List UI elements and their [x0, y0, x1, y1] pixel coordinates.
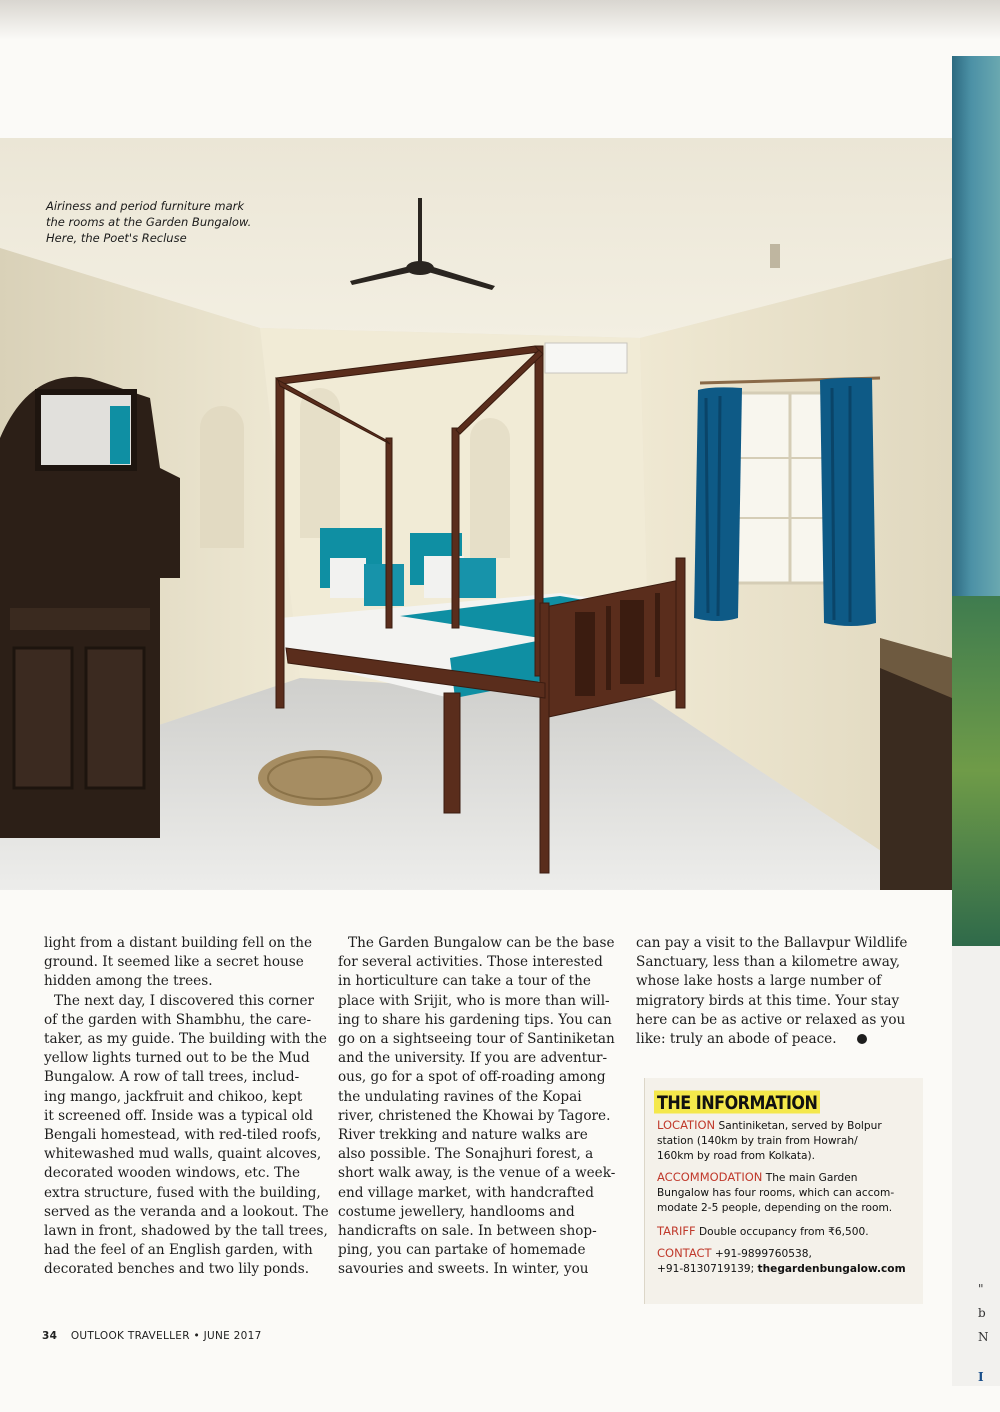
text-line: for several activities. Those interested — [338, 954, 603, 971]
text-line: Bungalow. A row of tall trees, includ- — [44, 1069, 300, 1086]
text-line: ping, you can partake of homemade — [338, 1242, 586, 1259]
text-line: migratory birds at this time. Your stay — [636, 992, 900, 1009]
paragraph — [44, 992, 329, 1280]
facing-page-fragment: I — [978, 1370, 984, 1384]
info-text: +91-9899760538, — [714, 1248, 812, 1260]
info-text: +91-8130719139; — [657, 1263, 755, 1275]
text-line: Bengali homestead, with red-tiled roofs, — [44, 1127, 322, 1144]
text-line: of the garden with Shambhu, the care- — [44, 1011, 312, 1028]
text-line: end village market, with handcrafted — [338, 1184, 594, 1201]
info-text: 160km by road from Kolkata). — [657, 1150, 816, 1162]
info-text: Double occupancy from ₹6,500. — [699, 1226, 869, 1238]
text-line: go on a sightseeing tour of Santiniketan — [338, 1031, 615, 1048]
text-line: extra structure, fused with the building, — [44, 1184, 321, 1201]
text-line: whose lake hosts a large number of — [636, 973, 882, 990]
bedroom-illustration — [0, 138, 952, 890]
text-line: savouries and sweets. In winter, you — [338, 1261, 589, 1278]
text-line: Sanctuary, less than a kilometre away, — [636, 954, 901, 971]
page-footer — [42, 1330, 262, 1342]
paragraph — [338, 934, 620, 1280]
text-line: the undulating ravines of the Kopai — [338, 1088, 582, 1105]
issue-date: JUNE 2017 — [203, 1330, 262, 1342]
facing-page-fragment: b — [978, 1306, 986, 1320]
text-line: also possible. The Sonajhuri forest, a — [338, 1146, 594, 1163]
info-label: TARIFF — [657, 1224, 696, 1238]
info-label: ACCOMMODATION — [657, 1170, 763, 1184]
text-line: short walk away, is the venue of a week- — [338, 1165, 616, 1182]
publication-name: OUTLOOK TRAVELLER — [70, 1330, 190, 1342]
text-line: can pay a visit to the Ballavpur Wildlife — [636, 935, 908, 951]
text-line — [636, 1030, 918, 1049]
caption-line: Airiness and period furniture mark — [46, 199, 245, 213]
text-line: place with Srijit, who is more than will- — [338, 992, 610, 1009]
caption-line: Here, the Poet's Recluse — [46, 231, 187, 245]
article-column-1 — [44, 934, 329, 1280]
facing-page-fragment: " — [978, 1282, 984, 1296]
text-line: light from a distant building fell on the — [44, 935, 313, 951]
text-line-text: like: truly an abode of peace. — [636, 1031, 837, 1048]
info-label: LOCATION — [657, 1118, 716, 1132]
photo-caption — [46, 198, 286, 246]
text-line: had the feel of an English garden, with — [44, 1242, 313, 1259]
text-line: handicrafts on sale. In between shop- — [338, 1223, 597, 1240]
text-line: ground. It seemed like a secret house — [44, 954, 304, 971]
info-location — [657, 1118, 919, 1164]
text-line: whitewashed mud walls, quaint alcoves, — [44, 1146, 322, 1163]
info-text: station (140km by train from Howrah/ — [657, 1135, 858, 1147]
scan-edge-shadow — [0, 0, 1000, 40]
paragraph — [44, 934, 326, 992]
text-line: costume jewellery, handlooms and — [338, 1203, 575, 1220]
info-title: THE INFORMATION — [654, 1091, 820, 1114]
text-line: The Garden Bungalow can be the base — [348, 935, 615, 951]
text-line: taker, as my guide. The building with the — [44, 1031, 327, 1048]
facing-page-photo — [952, 596, 1000, 946]
facing-page-fragment: N — [978, 1330, 989, 1344]
text-line: hidden among the trees. — [44, 973, 213, 990]
info-text: modate 2-5 people, depending on the room. — [657, 1202, 893, 1214]
text-line: and the university. If you are adventur- — [338, 1050, 608, 1067]
text-line: ous, go for a spot of off-roading among — [338, 1069, 606, 1086]
website-link[interactable]: thegardenbungalow.com — [757, 1263, 906, 1275]
caption-line: the rooms at the Garden Bungalow. — [46, 215, 252, 229]
text-line: yellow lights turned out to be the Mud — [44, 1050, 310, 1067]
info-text: Bungalow has four rooms, which can accom- — [657, 1187, 895, 1199]
article-column-2 — [338, 934, 620, 1280]
facing-page-text-area — [952, 946, 1000, 1386]
paragraph — [636, 934, 918, 1049]
footer-separator: • — [193, 1330, 200, 1342]
text-line: lawn in front, shadowed by the tall trees, — [44, 1223, 328, 1240]
text-line: River trekking and nature walks are — [338, 1127, 588, 1144]
info-text: The main Garden — [765, 1172, 858, 1184]
bedroom-photo — [0, 138, 952, 890]
information-box — [644, 1078, 923, 1304]
info-contact — [657, 1246, 919, 1277]
info-tariff — [657, 1224, 919, 1240]
text-line: in horticulture can take a tour of the — [338, 973, 591, 990]
facing-page-edge — [952, 56, 1000, 1386]
text-line: decorated benches and two lily ponds. — [44, 1261, 310, 1278]
text-line: ing mango, jackfruit and chikoo, kept — [44, 1088, 303, 1105]
end-of-article-icon — [857, 1034, 867, 1044]
text-line: served as the veranda and a lookout. The — [44, 1203, 329, 1220]
text-line: decorated wooden windows, etc. The — [44, 1165, 301, 1182]
article-column-3 — [636, 934, 918, 1049]
text-line: ing to share his gardening tips. You can — [338, 1011, 612, 1028]
text-line: here can be as active or relaxed as you — [636, 1011, 906, 1028]
info-label: CONTACT — [657, 1246, 712, 1260]
text-line: it screened off. Inside was a typical old — [44, 1107, 313, 1124]
info-accommodation — [657, 1170, 919, 1216]
info-text: Santiniketan, served by Bolpur — [718, 1120, 882, 1132]
page-number: 34 — [42, 1330, 58, 1342]
text-line: The next day, I discovered this corner — [54, 992, 315, 1009]
text-line: river, christened the Khowai by Tagore. — [338, 1107, 611, 1124]
